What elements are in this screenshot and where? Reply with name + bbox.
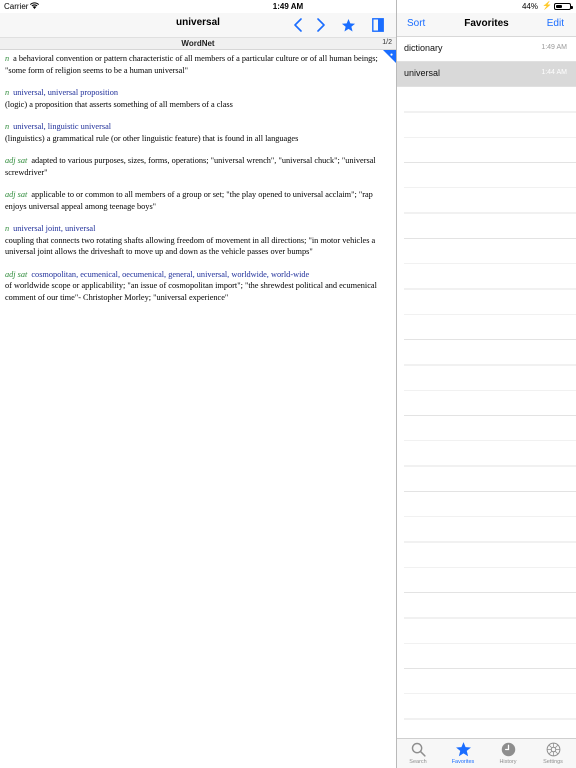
sort-button[interactable]: Sort xyxy=(407,18,426,29)
favorite-time: 1:44 AM xyxy=(541,69,567,76)
definition-gloss: (logic) a proposition that asserts something of all members of a class xyxy=(5,99,233,109)
favorites-pane xyxy=(397,13,576,768)
flag-dot-icon: ● xyxy=(390,52,394,58)
tab-label: History xyxy=(499,759,517,765)
tab-label: Favorites xyxy=(451,759,475,765)
favorites-title: Favorites xyxy=(464,18,509,29)
gear-icon xyxy=(545,741,562,758)
battery-icon xyxy=(554,3,571,10)
definition-entry xyxy=(5,121,391,144)
clock: 1:49 AM xyxy=(272,2,304,11)
definition-entry xyxy=(5,53,391,76)
charging-icon: ⚡ xyxy=(542,1,552,10)
carrier-label: Carrier xyxy=(4,2,29,11)
tab-history[interactable] xyxy=(488,741,528,768)
tab-bar xyxy=(397,738,576,768)
clock-icon xyxy=(500,741,517,758)
master-nav-bar xyxy=(397,13,576,37)
synonym-links[interactable]: universal, universal proposition xyxy=(13,88,119,97)
definition-gloss: of worldwide scope or applicability; "an issue of cosmopolitan import"; "the shrewdest political and ecumenical comment of our time"- Christopher Morley; "universal experience" xyxy=(5,281,377,302)
definition-gloss: a behavioral convention or pattern characteristic of all members of a particular culture or of all human beings; "some form of religion seems to be a human universal" xyxy=(5,54,378,75)
edit-button[interactable]: Edit xyxy=(546,18,564,29)
definition-gloss: coupling that connects two rotating shafts allowing freedom of movement in all directions; "in motor vehicles a universal joint allows the driveshaft to move up and down as the vehicle passes over bumps" xyxy=(5,235,376,256)
definition-entry xyxy=(5,155,391,178)
definition-list xyxy=(5,53,391,314)
favorite-button[interactable] xyxy=(338,15,358,35)
empty-row-separators xyxy=(404,87,576,737)
list-item[interactable] xyxy=(397,37,576,62)
tab-label: Settings xyxy=(543,759,563,765)
sidebar-toggle-icon xyxy=(372,18,384,32)
part-of-speech: n xyxy=(5,54,10,63)
definition-gloss: (linguistics) a grammatical rule (or other linguistic feature) that is found in all languages xyxy=(5,133,299,143)
list-item[interactable] xyxy=(397,62,576,87)
back-button[interactable] xyxy=(288,15,308,35)
sidebar-toggle-button[interactable] xyxy=(368,15,388,35)
dictionary-source: WordNet xyxy=(181,39,215,48)
definition-gloss: adapted to various purposes, sizes, forms, operations; "universal wrench", "universal chuck"; "universal screwdriver" xyxy=(5,156,376,177)
definition-entry xyxy=(5,189,391,212)
synonym-links[interactable]: universal, linguistic universal xyxy=(13,122,112,131)
definition-entry xyxy=(5,269,391,304)
part-of-speech: n xyxy=(5,224,10,233)
favorite-word: dictionary xyxy=(404,43,443,53)
part-of-speech: n xyxy=(5,88,10,97)
synonym-links[interactable]: universal joint, universal xyxy=(13,224,96,233)
page-title: universal xyxy=(176,17,220,28)
part-of-speech: adj sat xyxy=(5,190,28,199)
tab-favorites[interactable] xyxy=(443,741,483,768)
favorite-time: 1:49 AM xyxy=(541,44,567,51)
definition-gloss: applicable to or common to all members of a group or set; "the play opened to universal acclaim"; "rap enjoys universal appeal among teenage boys" xyxy=(5,190,373,211)
status-bar xyxy=(0,0,576,13)
chevron-left-icon xyxy=(293,18,303,32)
star-icon xyxy=(341,18,356,33)
search-icon xyxy=(410,741,427,758)
part-of-speech: adj sat xyxy=(5,269,28,279)
part-of-speech: adj sat xyxy=(5,156,28,165)
tab-settings[interactable] xyxy=(533,741,573,768)
definition-entry xyxy=(5,87,391,110)
synonym-links[interactable]: cosmopolitan, ecumenical, oecumenical, general, universal, worldwide, world-wide xyxy=(31,269,310,279)
favorite-word: universal xyxy=(404,68,441,78)
star-icon xyxy=(455,741,472,758)
source-header xyxy=(0,37,396,50)
detail-nav-bar xyxy=(0,13,396,37)
battery-fill xyxy=(556,5,562,8)
tab-label: Search xyxy=(409,759,427,765)
battery-percentage: 44% xyxy=(521,2,538,11)
part-of-speech: n xyxy=(5,122,10,131)
forward-button[interactable] xyxy=(311,15,331,35)
tab-search[interactable] xyxy=(398,741,438,768)
favorites-list xyxy=(397,37,576,87)
chevron-right-icon xyxy=(316,18,326,32)
page-indicator: 1/2 xyxy=(382,39,392,46)
definition-pane xyxy=(0,13,396,768)
definition-entry xyxy=(5,223,391,258)
